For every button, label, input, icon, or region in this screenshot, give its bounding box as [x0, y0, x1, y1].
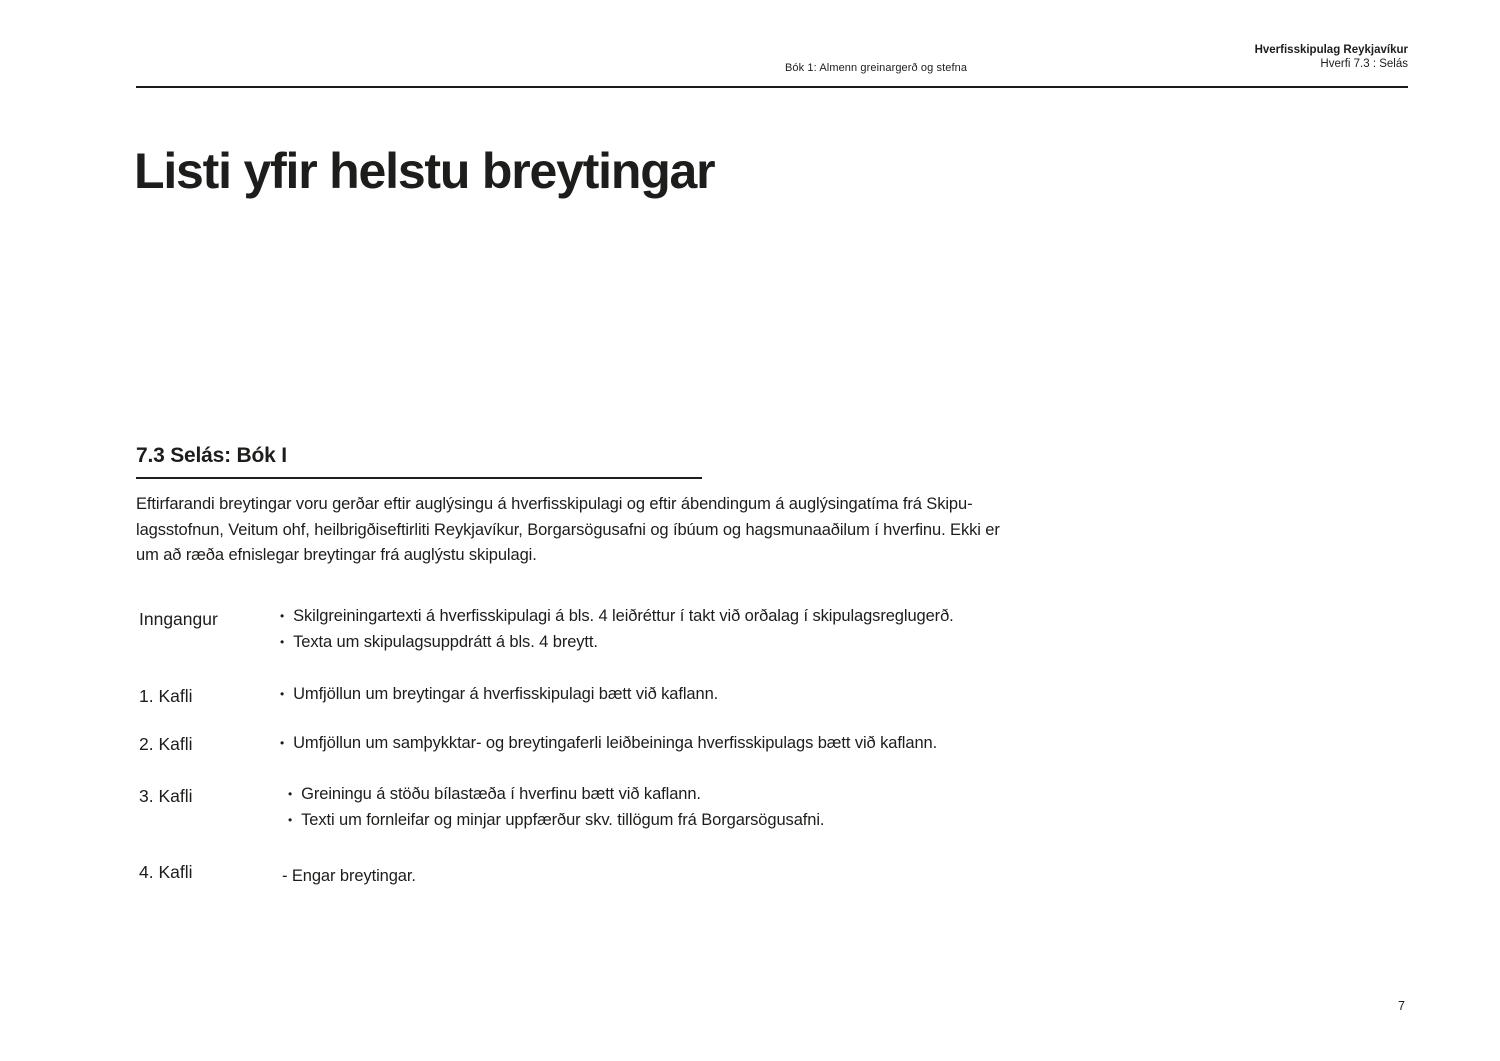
list-item [280, 604, 954, 630]
list-item [288, 808, 824, 834]
bullet-icon: • [280, 687, 285, 701]
section-heading: 7.3 Selás: Bók I [136, 444, 287, 467]
row-label-kafli-1: 1. Kafli [139, 686, 193, 706]
list-item [280, 682, 718, 708]
intro-line: Eftirfarandi breytingar voru gerðar eftir auglýsingu á hverfisskipulagi og eftir ábendingum á auglýsingatíma frá Skipu- [136, 495, 973, 513]
row-items-kafli-3 [288, 782, 824, 835]
row-label-inngangur: Inngangur [139, 609, 218, 629]
list-item [280, 731, 937, 757]
row-items-kafli-2 [280, 731, 937, 757]
section-heading-underline [136, 477, 702, 479]
list-item [280, 630, 954, 656]
list-item-text: Texti um fornleifar og minjar uppfærður skv. tillögum frá Borgarsögusafni. [301, 811, 825, 830]
intro-paragraph [136, 492, 1000, 569]
header-divider [136, 86, 1408, 88]
list-item-text: Skilgreiningartexti á hverfisskipulagi á bls. 4 leiðréttur í takt við orðalag í skipulagsreglugerð. [293, 607, 954, 625]
row-label-kafli-2: 2. Kafli [139, 734, 193, 754]
intro-line: lagsstofnun, Veitum ohf, heilbrigðiseftirliti Reykjavíkur, Borgarsögusafni og íbúum og hagsmunaaðilum í hverfinu. Ekki er [136, 520, 1000, 539]
header-plan-title: Hverfisskipulag Reykjavíkur [1254, 44, 1408, 56]
intro-line: um að ræða efnislegar breytingar frá auglýstu skipulagi. [136, 546, 537, 565]
bullet-icon: • [288, 787, 293, 801]
list-item-text: Texta um skipulagsuppdrátt á bls. 4 breytt. [293, 633, 598, 652]
row-items-kafli-1 [280, 682, 718, 708]
header-book-label: Bók 1: Almenn greinargerð og stefna [785, 62, 968, 74]
bullet-icon: • [280, 635, 285, 650]
list-item [288, 782, 824, 808]
bullet-icon: • [288, 813, 293, 828]
list-item-text: Umfjöllun um breytingar á hverfisskipulagi bætt við kaflann. [293, 685, 719, 703]
bullet-icon: • [280, 736, 285, 750]
page-title: Listi yfir helstu breytingar [134, 143, 715, 199]
list-item-text: Umfjöllun um samþykktar- og breytingaferli leiðbeininga hverfisskipulags bætt við kaflann. [293, 734, 938, 752]
list-item-text: Greiningu á stöðu bílastæða í hverfinu bætt við kaflann. [301, 785, 701, 803]
row-label-kafli-3: 3. Kafli [139, 786, 193, 806]
bullet-icon: • [280, 609, 285, 623]
row-note-kafli-4: - Engar breytingar. [282, 867, 416, 885]
header-district-label: Hverfi 7.3 : Selás [1320, 58, 1408, 70]
page-number: 7 [1398, 999, 1405, 1013]
header-right-block [1255, 43, 1408, 71]
row-items-inngangur [280, 604, 954, 657]
row-label-kafli-4: 4. Kafli [139, 862, 193, 882]
